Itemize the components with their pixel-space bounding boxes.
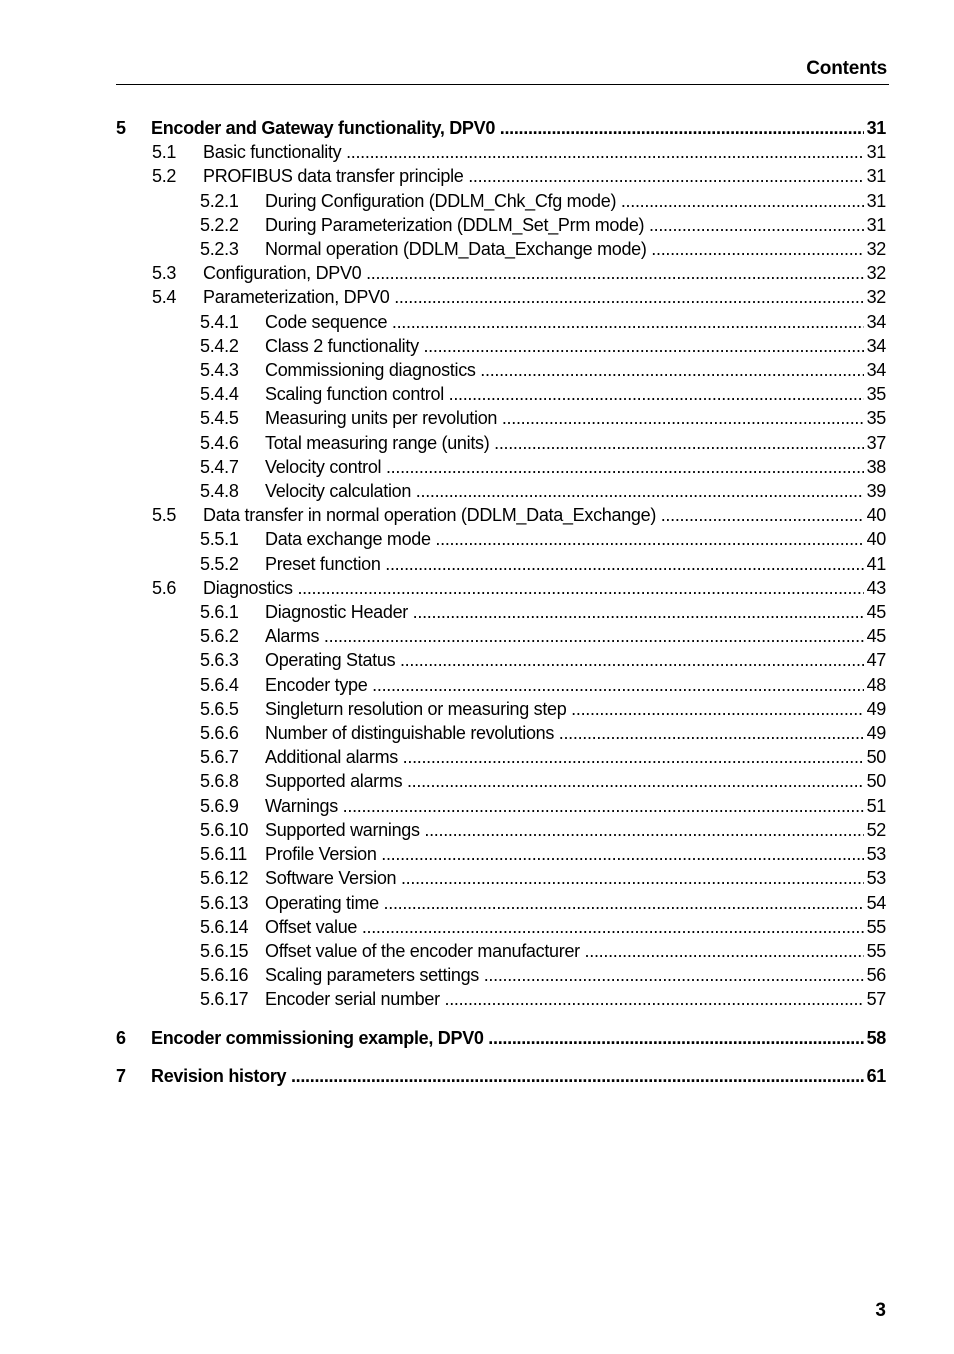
toc-subsection-entry[interactable]	[116, 431, 886, 455]
toc-entry-page: 31	[866, 190, 886, 211]
toc-entry-number: 5.6.2	[200, 626, 239, 647]
toc-subsection-entry[interactable]	[116, 310, 886, 334]
toc-entry-number: 5.4.6	[200, 432, 239, 453]
page-number: 3	[875, 1300, 886, 1321]
toc-entry-number: 5.6.14	[200, 916, 249, 937]
toc-entry-page: 55	[866, 916, 886, 937]
toc-chapter-entry[interactable]	[116, 1026, 886, 1050]
toc-entry-title: During Parameterization (DDLM_Set_Prm mode) .....	[265, 213, 864, 237]
toc-subsection-entry[interactable]	[116, 455, 886, 479]
toc-entry-page: 50	[866, 771, 886, 792]
toc-entry-number: 5.4	[152, 287, 177, 308]
toc-entry-page: 31	[866, 166, 886, 187]
toc-entry-title: Data transfer in normal operation (DDLM_Data_Exchange) .....	[203, 503, 864, 527]
toc-entry-number: 5.6.1	[200, 602, 239, 623]
toc-subsection-entry[interactable]	[116, 721, 886, 745]
toc-entry-number: 5.5.1	[200, 529, 239, 550]
toc-entry-title: Normal operation (DDLM_Data_Exchange mode) .....	[265, 237, 864, 261]
toc-entry-page: 35	[866, 408, 886, 429]
toc-entry-page: 31	[866, 142, 886, 163]
toc-subsection-entry[interactable]	[116, 237, 886, 261]
toc-subsection-entry[interactable]	[116, 987, 886, 1011]
toc-entry-number: 5.6.11	[200, 844, 247, 865]
toc-entry-page: 43	[866, 577, 886, 598]
toc-entry-page: 37	[866, 432, 886, 453]
toc-section-entry[interactable]	[116, 261, 886, 285]
toc-entry-title: Operating Status .....	[265, 648, 864, 672]
toc-subsection-entry[interactable]	[116, 891, 886, 915]
toc-entry-number: 5.4.1	[200, 311, 239, 332]
toc-entry-title: Singleturn resolution or measuring step .....	[265, 697, 864, 721]
toc-subsection-entry[interactable]	[116, 818, 886, 842]
toc-subsection-entry[interactable]	[116, 382, 886, 406]
toc-entry-page: 56	[866, 965, 886, 986]
toc-entry-title: During Configuration (DDLM_Chk_Cfg mode) .....	[265, 189, 864, 213]
toc-entry-title: Total measuring range (units) .....	[265, 431, 864, 455]
toc-entry-number: 5.4.3	[200, 360, 239, 381]
toc-entry-title: Diagnostic Header .....	[265, 600, 864, 624]
toc-entry-page: 41	[866, 553, 886, 574]
toc-entry-title: Additional alarms .....	[265, 745, 864, 769]
toc-entry-number: 5.6.7	[200, 747, 239, 768]
toc-entry-number: 5.5.2	[200, 553, 239, 574]
toc-entry-page: 35	[866, 384, 886, 405]
toc-entry-title: Velocity calculation .....	[265, 479, 864, 503]
toc-entry-page: 31	[866, 214, 886, 235]
toc-entry-title: PROFIBUS data transfer principle .....	[203, 164, 864, 188]
toc-entry-page: 40	[866, 529, 886, 550]
toc-entry-title: Commissioning diagnostics .....	[265, 358, 864, 382]
toc-entry-title: Supported alarms .....	[265, 769, 864, 793]
toc-entry-title: Revision history .....	[151, 1064, 864, 1088]
toc-entry-title: Data exchange mode .....	[265, 527, 864, 551]
toc-entry-number: 5.1	[152, 142, 177, 163]
toc-entry-title: Parameterization, DPV0 .....	[203, 285, 864, 309]
toc-entry-title: Scaling function control .....	[265, 382, 864, 406]
toc-entry-page: 53	[866, 844, 886, 865]
toc-entry-number: 5.4.7	[200, 456, 239, 477]
toc-section-entry[interactable]	[116, 576, 886, 600]
toc-entry-number: 5.6.10	[200, 819, 249, 840]
toc-entry-title: Configuration, DPV0 .....	[203, 261, 864, 285]
toc-section-entry[interactable]	[116, 164, 886, 188]
toc-entry-page: 31	[866, 118, 886, 138]
toc-chapter-entry[interactable]	[116, 1064, 886, 1088]
toc-entry-page: 53	[866, 868, 886, 889]
toc-entry-title: Encoder commissioning example, DPV0 .....	[151, 1026, 864, 1050]
toc-subsection-entry[interactable]	[116, 939, 886, 963]
toc-entry-number: 5.3	[152, 263, 177, 284]
toc-entry-title: Offset value of the encoder manufacturer .....	[265, 939, 864, 963]
toc-entry-title: Alarms .....	[265, 624, 864, 648]
toc-entry-number: 5.5	[152, 505, 177, 526]
toc-entry-page: 61	[866, 1065, 886, 1086]
toc-subsection-entry[interactable]	[116, 745, 886, 769]
toc-entry-number: 5.6.4	[200, 674, 239, 695]
toc-chapter-entry[interactable]	[116, 116, 886, 140]
toc-entry-title: Supported warnings .....	[265, 818, 864, 842]
toc-entry-title: Encoder and Gateway functionality, DPV0 .....	[151, 116, 864, 140]
toc-entry-title: Code sequence .....	[265, 310, 864, 334]
toc-entry-page: 32	[866, 287, 886, 308]
toc-subsection-entry[interactable]	[116, 915, 886, 939]
toc-subsection-entry[interactable]	[116, 794, 886, 818]
toc-entry-number: 5.6.9	[200, 795, 239, 816]
toc-entry-page: 55	[866, 940, 886, 961]
toc-entry-page: 39	[866, 481, 886, 502]
toc-subsection-entry[interactable]	[116, 963, 886, 987]
toc-subsection-entry[interactable]	[116, 406, 886, 430]
toc-subsection-entry[interactable]	[116, 213, 886, 237]
toc-entry-title: Encoder serial number .....	[265, 987, 864, 1011]
toc-entry-page: 47	[866, 650, 886, 671]
toc-entry-number: 5.6.15	[200, 940, 249, 961]
toc-entry-page: 34	[866, 335, 886, 356]
toc-entry-page: 34	[866, 311, 886, 332]
toc-entry-number: 5.6.5	[200, 698, 239, 719]
toc-entry-page: 34	[866, 360, 886, 381]
toc-entry-page: 38	[866, 456, 886, 477]
toc-entry-page: 45	[866, 602, 886, 623]
toc-subsection-entry[interactable]	[116, 624, 886, 648]
toc-entry-page: 51	[866, 795, 886, 816]
toc-entry-page: 57	[866, 989, 886, 1010]
toc-entry-number: 5.4.2	[200, 335, 239, 356]
toc-entry-number: 5.4.8	[200, 481, 239, 502]
toc-entry-title: Warnings .....	[265, 794, 864, 818]
page-header-title: Contents	[806, 58, 887, 79]
toc-entry-page: 40	[866, 505, 886, 526]
toc-entry-title: Diagnostics .....	[203, 576, 864, 600]
toc-subsection-entry[interactable]	[116, 769, 886, 793]
toc-entry-page: 32	[866, 263, 886, 284]
toc-entry-number: 5.2.3	[200, 239, 239, 260]
toc-subsection-entry[interactable]	[116, 648, 886, 672]
toc-entry-number: 5.6.6	[200, 723, 239, 744]
toc-entry-title: Preset function .....	[265, 552, 864, 576]
toc-entry-number: 5.6	[152, 577, 177, 598]
toc-entry-title: Class 2 functionality .....	[265, 334, 864, 358]
toc-entry-title: Scaling parameters settings .....	[265, 963, 864, 987]
toc-entry-number: 5.6.3	[200, 650, 239, 671]
toc-subsection-entry[interactable]	[116, 479, 886, 503]
toc-entry-title: Number of distinguishable revolutions .....	[265, 721, 864, 745]
toc-entry-page: 50	[866, 747, 886, 768]
toc-entry-title: Profile Version .....	[265, 842, 864, 866]
toc-entry-number: 5.2.1	[200, 190, 239, 211]
toc-entry-title: Measuring units per revolution .....	[265, 406, 864, 430]
toc-entry-page: 52	[866, 819, 886, 840]
toc-entry-number: 7	[116, 1065, 126, 1086]
toc-subsection-entry[interactable]	[116, 527, 886, 551]
toc-section-entry[interactable]	[116, 285, 886, 309]
toc-subsection-entry[interactable]	[116, 673, 886, 697]
toc-entry-title: Velocity control .....	[265, 455, 864, 479]
toc-entry-page: 54	[866, 892, 886, 913]
toc-subsection-entry[interactable]	[116, 866, 886, 890]
toc-entry-number: 5.6.8	[200, 771, 239, 792]
toc-subsection-entry[interactable]	[116, 600, 886, 624]
toc-entry-page: 49	[866, 723, 886, 744]
toc-subsection-entry[interactable]	[116, 189, 886, 213]
toc-subsection-entry[interactable]	[116, 358, 886, 382]
toc-entry-number: 5	[116, 118, 126, 138]
toc-entry-page: 58	[866, 1027, 886, 1048]
toc-entry-number: 5.6.17	[200, 989, 249, 1010]
toc-entry-title: Operating time .....	[265, 891, 864, 915]
toc-section-entry[interactable]	[116, 140, 886, 164]
header-divider	[116, 84, 889, 85]
table-of-contents	[116, 116, 886, 1088]
toc-entry-number: 5.4.5	[200, 408, 239, 429]
toc-entry-number: 5.2	[152, 166, 177, 187]
toc-subsection-entry[interactable]	[116, 552, 886, 576]
toc-section-entry[interactable]	[116, 503, 886, 527]
toc-entry-number: 5.4.4	[200, 384, 239, 405]
toc-entry-number: 5.6.16	[200, 965, 249, 986]
toc-subsection-entry[interactable]	[116, 334, 886, 358]
toc-subsection-entry[interactable]	[116, 842, 886, 866]
toc-entry-number: 5.2.2	[200, 214, 239, 235]
toc-entry-number: 5.6.12	[200, 868, 249, 889]
toc-entry-number: 6	[116, 1027, 126, 1048]
toc-entry-title: Basic functionality .....	[203, 140, 864, 164]
toc-entry-title: Software Version .....	[265, 866, 864, 890]
toc-entry-page: 48	[866, 674, 886, 695]
toc-entry-title: Encoder type .....	[265, 673, 864, 697]
toc-entry-number: 5.6.13	[200, 892, 249, 913]
toc-entry-page: 49	[866, 698, 886, 719]
toc-entry-page: 45	[866, 626, 886, 647]
toc-subsection-entry[interactable]	[116, 697, 886, 721]
toc-entry-title: Offset value .....	[265, 915, 864, 939]
toc-entry-page: 32	[866, 239, 886, 260]
